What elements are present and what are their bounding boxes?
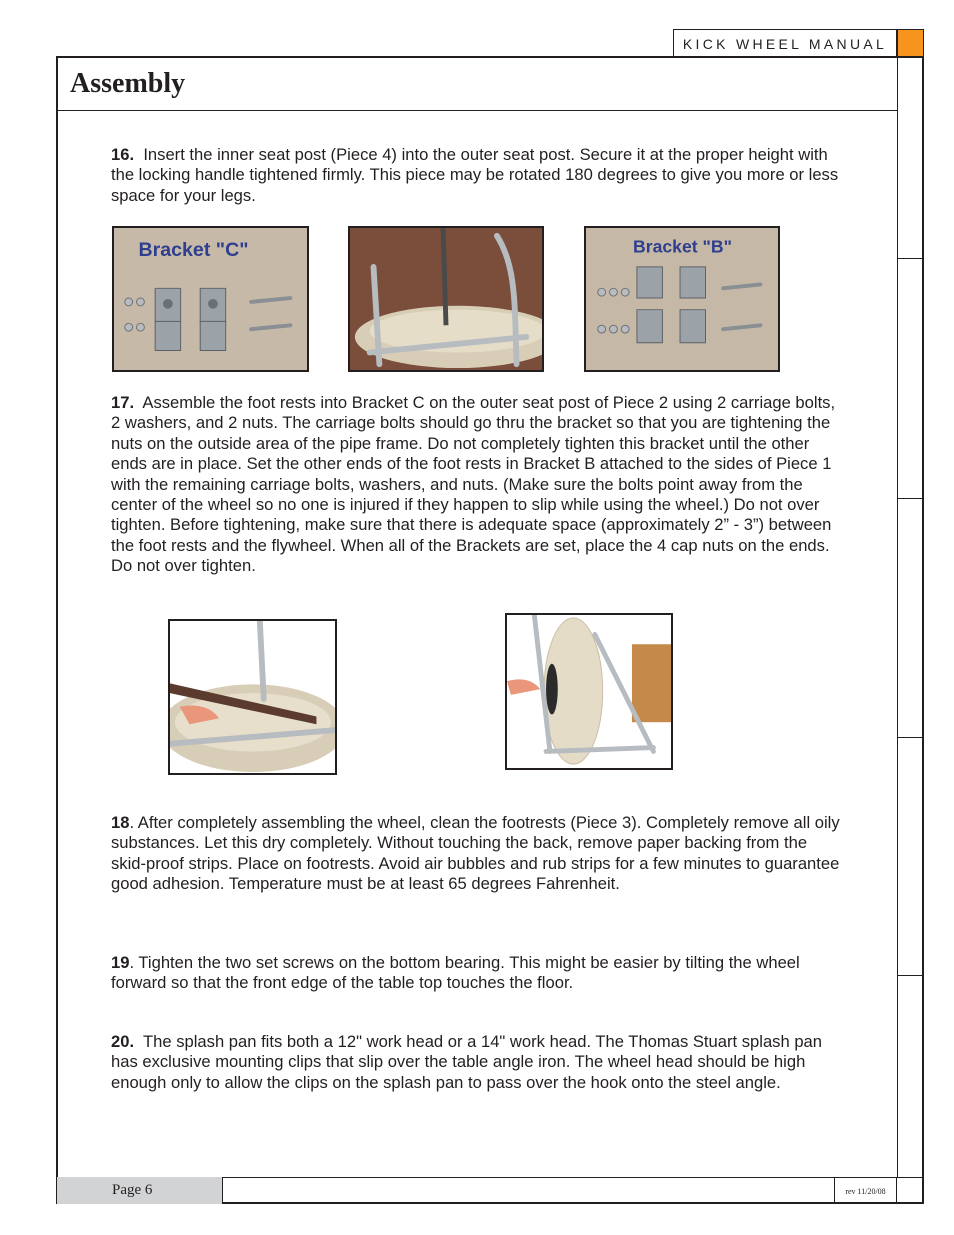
step-text: Assemble the foot rests into Bracket C on the outer seat post of Piece 2 using 2 carriage bolts, 2 washers, and 2 nuts. The carriage bolts should go thru the bracket so that you are tightening the nuts on the outside area of the pipe frame. Do not completely tighten this bracket until the other ends are in place. Set the other ends of the foot rests in Bracket B attached to the sides of Piece 1 with the remaining carriage bolts, washers, and nuts. (Make sure the bolts point away from the center of the wheel so no one is injured if they happen to slip while using the wheel.) Do not over tighten. Before tightening, make sure that there is adequate space (approximately 2” - 3”) between the foot rests and the flywheel. When all of the Brackets are set, place the 4 cap nuts on the ends. Do not over tighten. xyxy=(111,393,836,576)
step-number: 18 xyxy=(111,813,130,832)
section-title: Assembly xyxy=(70,68,186,99)
step-text: . Tighten the two set screws on the bottom bearing. This might be easier by tilting the wheel forward so that the front edge of the table top touches the floor. xyxy=(111,953,800,993)
margin-tick xyxy=(897,737,924,738)
margin-tick xyxy=(897,498,924,499)
bracket-b-photo xyxy=(584,226,780,372)
margin-tick xyxy=(897,975,924,976)
page-number-box xyxy=(57,1177,223,1204)
step-number: 20. xyxy=(111,1032,135,1051)
step-19 xyxy=(111,953,846,994)
step-17 xyxy=(111,393,846,577)
tilted-wheel-photo xyxy=(505,613,673,770)
step-number: 16. xyxy=(111,145,135,164)
bracket-c-photo xyxy=(112,226,309,372)
revision-box xyxy=(834,1177,897,1204)
step-20 xyxy=(111,1032,846,1093)
right-margin-rule xyxy=(897,57,898,1177)
title-divider xyxy=(57,110,897,111)
step-number: 19 xyxy=(111,953,130,972)
step-text: . After completely assembling the wheel, clean the footrests (Piece 3). Completely remove all oily substances. Let this dry completely. Without touching the back, remove paper backing from the skid-proof strips. Place on footrests. Avoid air bubbles and rub strips for a few minutes to guarantee good adhesion. Temperature must be at least 65 degrees Fahrenheit. xyxy=(111,813,840,894)
header-accent-block xyxy=(897,29,924,57)
step-18 xyxy=(111,813,846,895)
manual-title: KICK WHEEL MANUAL xyxy=(682,36,888,52)
bracket-b-label: Bracket "B" xyxy=(633,236,732,257)
step-16 xyxy=(111,145,846,206)
step-text: The splash pan fits both a 12" work head or a 14" work head. The Thomas Stuart splash pan has exclusive mounting clips that slip over the table angle iron. The wheel head should be high enough only to allow the clips on the splash pan to pass over the hook onto the steel angle. xyxy=(111,1032,823,1092)
seat-post-frame-photo xyxy=(348,226,544,372)
page-number: Page 6 xyxy=(112,1182,153,1198)
step-text: Insert the inner seat post (Piece 4) into the outer seat post. Secure it at the proper height with the locking handle tightened firmly. This piece may be rotated 180 degrees to give you more or less space for your legs. xyxy=(111,145,839,205)
manual-title-tab xyxy=(673,29,897,57)
foot-rest-assembly-photo xyxy=(168,619,337,775)
bracket-c-label: Bracket "C" xyxy=(138,239,249,262)
margin-tick xyxy=(897,258,924,259)
step-number: 17. xyxy=(111,393,135,412)
revision-date: rev 11/20/08 xyxy=(845,1187,886,1196)
